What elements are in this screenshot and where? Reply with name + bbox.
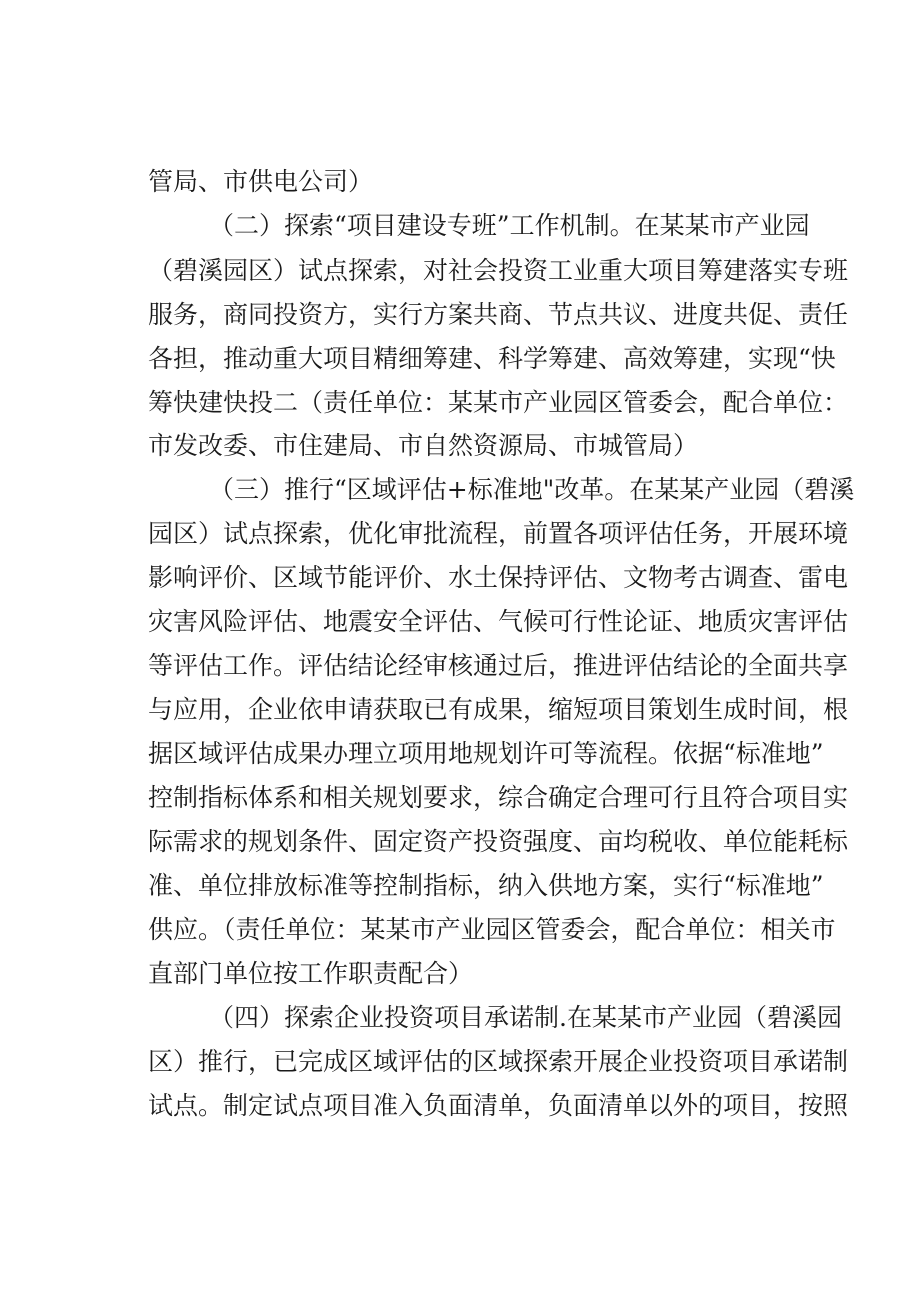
text-line: 据区域评估成果办理立项用地规划许可等流程。依据“标准地” <box>148 739 824 768</box>
text-line: 园区）试点探索，优化审批流程，前置各项评估任务，开展环境 <box>148 519 849 548</box>
text-line: 影响评价、区域节能评价、水土保持评估、文物考古调查、雷电 <box>148 563 849 592</box>
text-line: 区）推行，已完成区域评估的区域探索开展企业投资项目承诺制 <box>148 1047 849 1076</box>
text-line: 管局、市供电公司） <box>148 167 374 196</box>
text-line: 供应。（责任单位：某某市产业园区管委会，配合单位：相关市 <box>148 915 836 944</box>
text-line: 直部门单位按工作职责配合） <box>148 959 474 988</box>
text-line: 等评估工作。评估结论经审核通过后，推进评估结论的全面共享 <box>148 651 849 680</box>
text-line: 际需求的规划条件、固定资产投资强度、亩均税收、单位能耗标 <box>148 827 849 856</box>
text-line: 与应用，企业依申请获取已有成果，缩短项目策划生成时间，根 <box>148 695 849 724</box>
text-line: 筹快建快投二（责任单位：某某市产业园区管委会，配合单位： <box>148 388 849 417</box>
section-heading-line: （三）推行“区域评估+标准地"改革。在某某产业园（碧溪 <box>209 475 855 504</box>
text-line: 服务，商同投资方，实行方案共商、节点共议、进度共促、责任 <box>148 300 849 329</box>
text-line: 市发改委、市住建局、市自然资源局、市城管局） <box>148 431 699 460</box>
text-line: 各担，推动重大项目精细筹建、科学筹建、高效筹建，实现“快 <box>148 344 836 373</box>
text-line: 试点。制定试点项目准入负面清单，负面清单以外的项目，按照 <box>148 1091 849 1120</box>
section-heading-line: （二）探索“项目建设专班”工作机制。在某某市产业园 <box>209 211 810 240</box>
text-line: 准、单位排放标准等控制指标，纳入供地方案，实行“标准地” <box>148 871 824 900</box>
text-line: （碧溪园区）试点探索，对社会投资工业重大项目筹建落实专班 <box>148 256 849 285</box>
text-line: 控制指标体系和相关规划要求，综合确定合理可行且符合项目实 <box>148 783 849 812</box>
section-heading-line: （四）探索企业投资项目承诺制.在某某市产业园（碧溪园 <box>209 1003 842 1032</box>
text-line: 灾害风险评估、地震安全评估、气候可行性论证、地质灾害评估 <box>148 607 849 636</box>
